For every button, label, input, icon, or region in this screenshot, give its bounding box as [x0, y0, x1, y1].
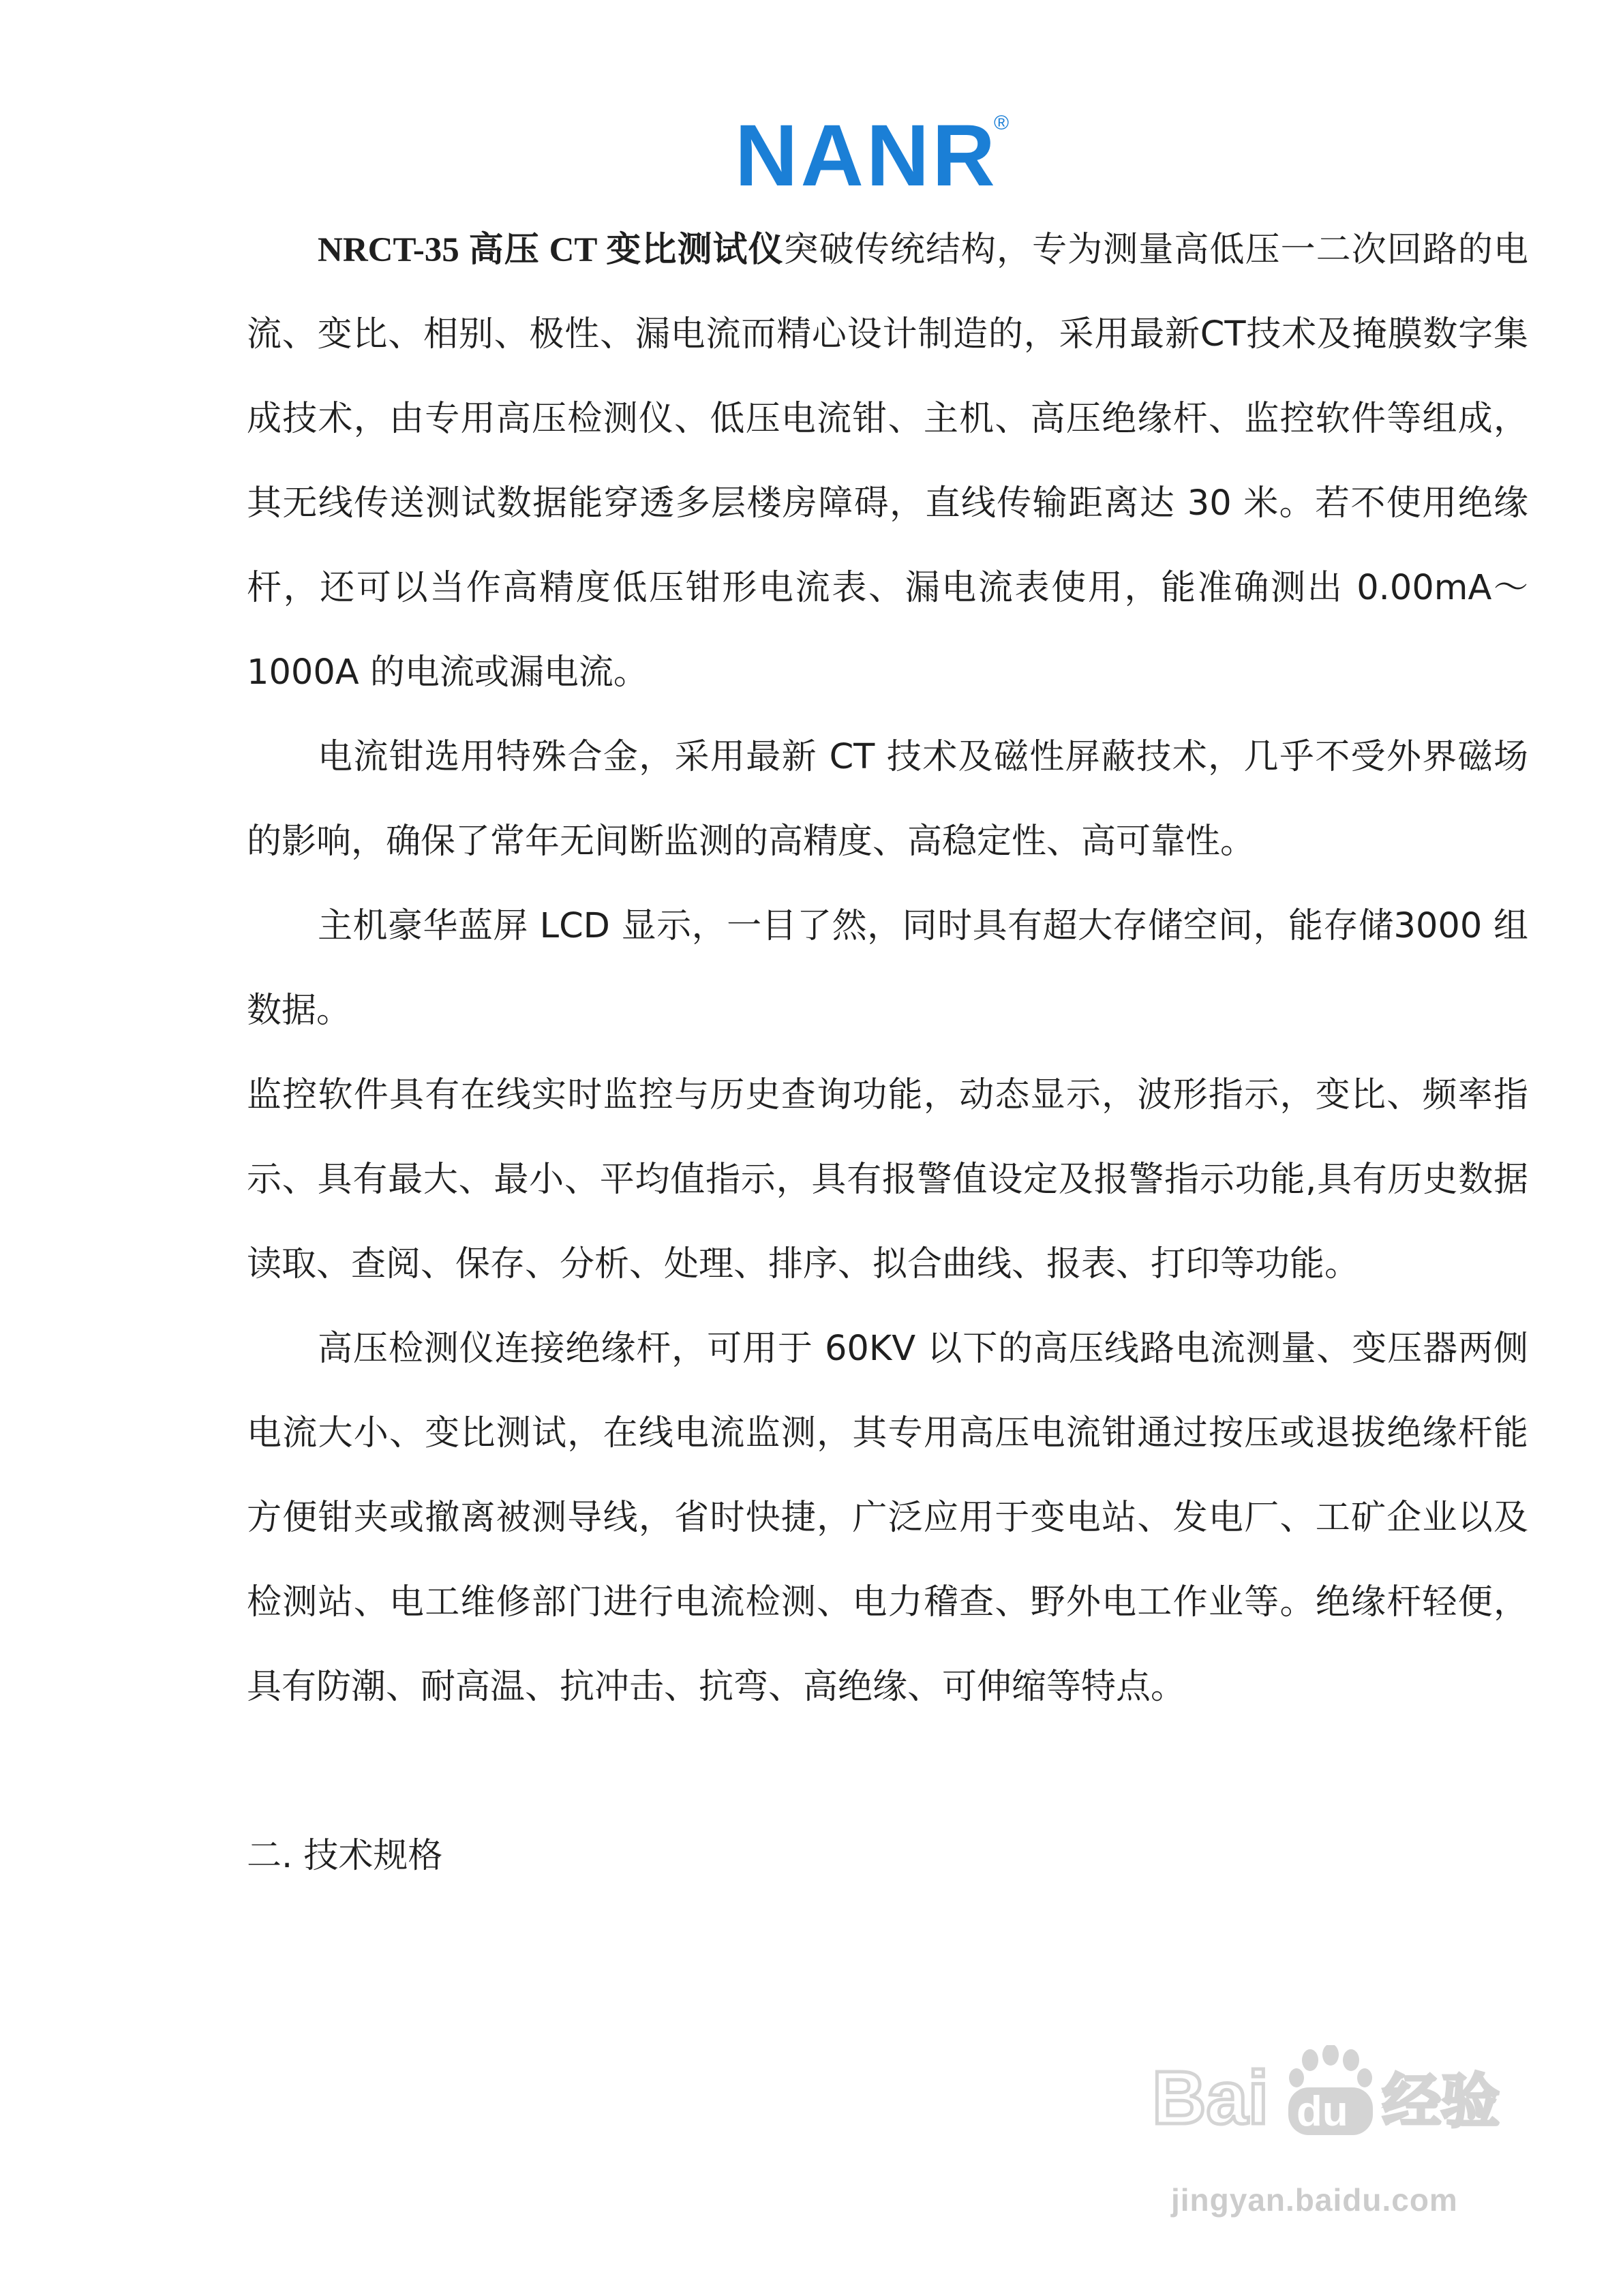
section-heading: 二. 技术规格: [247, 1836, 443, 1876]
paragraph-software: 监控软件具有在线实时监控与历史查询功能，动态显示，波形指示，变比、频率指示、具有最大、最小、平均值指示，具有报警值设定及报警指示功能,具有历史数据读取、查阅、保存、分析、处理、排序、拟合曲线、报表、打印等功能。: [247, 1075, 1528, 1284]
registered-mark: ®: [994, 112, 1010, 134]
svg-text:du: du: [1296, 2088, 1348, 2135]
spacer: [247, 1729, 1528, 1814]
paragraph-hv-detector: 高压检测仪连接绝缘杆，可用于 60KV 以下的高压线路电流测量、变压器两侧电流大小、变比测试，在线电流监测，其专用高压电流钳通过按压或退拔绝缘杆能方便钳夹或撤离被测导线，省时快捷，广泛应用于变电站、发电厂、工矿企业以及检测站、电工维修部门进行电流检测、电力稽查、野外电工作业等。绝缘杆轻便，具有防潮、耐高温、抗冲击、抗弯、高绝缘、可伸缩等特点。: [247, 1329, 1528, 1707]
product-name: NRCT-35 高压 CT 变比测试仪: [318, 231, 784, 269]
paragraph-clamp: 电流钳选用特殊合金，采用最新 CT 技术及磁性屏蔽技术，几乎不受外界磁场的影响，确保了常年无间断监测的高精度、高稳定性、高可靠性。: [247, 737, 1528, 862]
brand-logo: NANR: [735, 107, 998, 205]
paragraph-host: 主机豪华蓝屏 LCD 显示，一目了然，同时具有超大存储空间，能存储3000 组数据。: [247, 906, 1528, 1031]
svg-text:Bai: Bai: [1152, 2056, 1269, 2140]
intro-text: 突破传统结构，专为测量高低压一二次回路的电流、变比、相别、极性、漏电流而精心设计制造的，采用最新CT技术及掩膜数字集成技术，由专用高压检测仪、低压电流钳、主机、高压绝缘杆、监控软件等组成，其无线传送测试数据能穿透多层楼房障碍，直线传输距离达 30 米。若不使用绝缘杆，还可以当作高精度低压钳形电流表、漏电流表使用，能准确测出 0.00mA～1000A 的电流或漏电流。: [247, 230, 1528, 693]
svg-text:经验: 经验: [1382, 2068, 1500, 2136]
baidu-watermark-logo: [1152, 2045, 1520, 2147]
baidu-watermark-url: jingyan.baidu.com: [1171, 2182, 1458, 2218]
intro-paragraph: [247, 208, 1528, 715]
document-body: [247, 208, 1528, 1899]
